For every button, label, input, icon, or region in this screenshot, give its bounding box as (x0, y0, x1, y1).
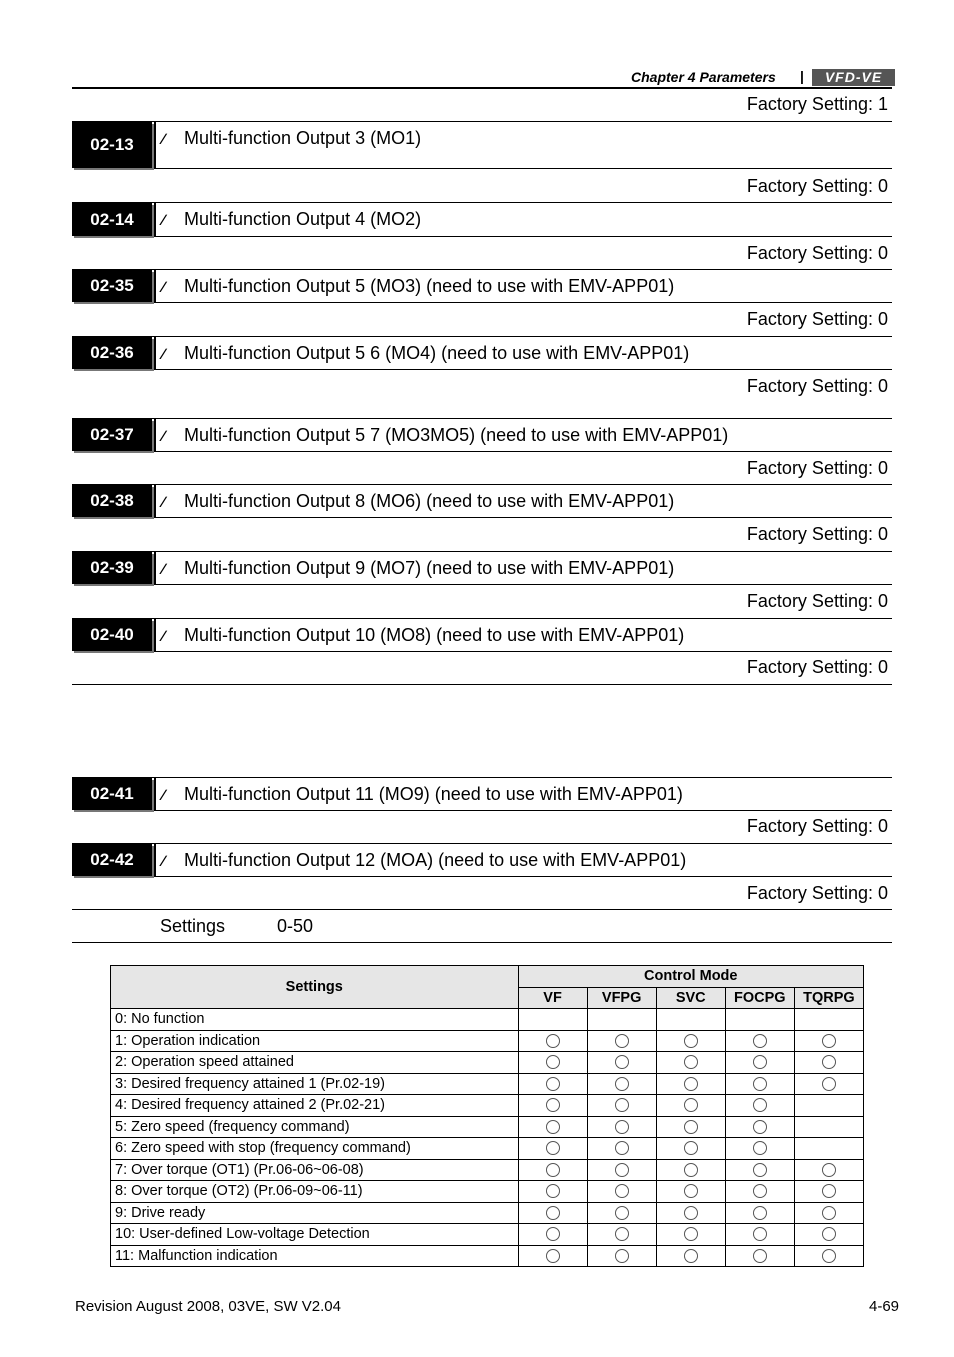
supported-circle-icon (615, 1055, 629, 1069)
mode-cell (518, 1181, 587, 1203)
supported-circle-icon (753, 1034, 767, 1048)
param-divider (154, 337, 156, 369)
supported-circle-icon (753, 1055, 767, 1069)
setting-label: 3: Desired frequency attained 1 (Pr.02-19) (111, 1073, 519, 1095)
supported-circle-icon (753, 1141, 767, 1155)
header-separator: | (800, 68, 804, 84)
param-code-badge: 02-13 (72, 122, 152, 168)
setting-label: 10: User-defined Low-voltage Detection (111, 1224, 519, 1246)
mode-cell (725, 1030, 794, 1052)
table-row (111, 1116, 864, 1138)
mode-cell (794, 1202, 863, 1224)
supported-circle-icon (684, 1227, 698, 1241)
param-divider (154, 619, 156, 651)
param-top-rule (72, 551, 892, 552)
param-divider (154, 485, 156, 517)
setting-label: 11: Malfunction indication (111, 1245, 519, 1267)
editable-param-icon: ∕ (162, 279, 165, 296)
param-title (162, 784, 683, 805)
param-divider (154, 844, 156, 876)
param-code-badge: 02-41 (72, 778, 152, 810)
footer-revision: Revision August 2008, 03VE, SW V2.04 (75, 1298, 341, 1315)
table-row (111, 1138, 864, 1160)
supported-circle-icon (546, 1206, 560, 1220)
mode-cell (794, 1116, 863, 1138)
supported-circle-icon (753, 1098, 767, 1112)
mode-cell (725, 1116, 794, 1138)
mode-cell (725, 1245, 794, 1267)
supported-circle-icon (615, 1184, 629, 1198)
factory-setting: Factory Setting: 0 (746, 243, 888, 263)
param-divider (154, 122, 156, 168)
param-top-rule (72, 843, 892, 844)
mode-cell (725, 1224, 794, 1246)
footer-page-number: 4-69 (869, 1298, 900, 1315)
param-mid-rule (154, 876, 892, 877)
supported-circle-icon (822, 1055, 836, 1069)
editable-param-icon: ∕ (162, 494, 165, 511)
param-divider (154, 203, 156, 236)
supported-circle-icon (684, 1098, 698, 1112)
supported-circle-icon (615, 1163, 629, 1177)
factory-setting: Factory Setting: 0 (746, 458, 888, 478)
supported-circle-icon (822, 1249, 836, 1263)
table-row (111, 1095, 864, 1117)
setting-label: 5: Zero speed (frequency command) (111, 1116, 519, 1138)
param-mid-rule (154, 584, 892, 585)
supported-circle-icon (822, 1077, 836, 1091)
mode-cell (794, 1073, 863, 1095)
editable-param-icon: ∕ (162, 346, 165, 363)
supported-circle-icon (822, 1163, 836, 1177)
supported-circle-icon (615, 1227, 629, 1241)
mode-cell (656, 1245, 725, 1267)
supported-circle-icon (615, 1120, 629, 1134)
param-mid-rule (154, 451, 892, 452)
mode-cell (587, 1073, 656, 1095)
param-top-rule (72, 618, 892, 619)
param-code-badge: 02-37 (72, 419, 152, 451)
supported-circle-icon (684, 1184, 698, 1198)
param-code-badge: 02-14 (72, 203, 152, 236)
setting-label: 7: Over torque (OT1) (Pr.06-06~06-08) (111, 1159, 519, 1181)
editable-param-icon: ∕ (162, 212, 165, 229)
param-top-rule (72, 336, 892, 337)
editable-param-icon: ∕ (162, 428, 165, 445)
supported-circle-icon (546, 1227, 560, 1241)
supported-circle-icon (684, 1206, 698, 1220)
supported-circle-icon (615, 1249, 629, 1263)
mode-cell (587, 1116, 656, 1138)
header-rule (72, 87, 892, 89)
param-divider (154, 419, 156, 451)
supported-circle-icon (546, 1163, 560, 1177)
setting-label: 2: Operation speed attained (111, 1052, 519, 1074)
param-title-text: Multi-function Output 5 (MO3) (need to use with EMV-APP01) (184, 276, 675, 296)
supported-circle-icon (684, 1120, 698, 1134)
editable-param-icon: ∕ (162, 628, 165, 645)
param-mid-rule (154, 651, 892, 652)
factory-setting: Factory Setting: 0 (746, 883, 888, 903)
factory-setting: Factory Setting: 0 (746, 524, 888, 544)
mode-cell (656, 1181, 725, 1203)
supported-circle-icon (615, 1206, 629, 1220)
param-title-text: Multi-function Output 5 7 (MO3MO5) (need to use with EMV-APP01) (184, 425, 729, 445)
table-row (111, 1073, 864, 1095)
supported-circle-icon (684, 1141, 698, 1155)
supported-circle-icon (546, 1034, 560, 1048)
param-code-badge: 02-39 (72, 552, 152, 584)
factory-setting: Factory Setting: 0 (746, 309, 888, 329)
factory-setting: Factory Setting: 0 (746, 376, 888, 396)
mode-header-focpg: FOCPG (725, 987, 794, 1009)
param-mid-rule (154, 236, 892, 237)
mode-cell (518, 1009, 587, 1031)
table-row (111, 1052, 864, 1074)
mode-cell (794, 1138, 863, 1160)
table-row (111, 1245, 864, 1267)
mode-cell (518, 1224, 587, 1246)
mode-cell (725, 1052, 794, 1074)
supported-circle-icon (753, 1184, 767, 1198)
param-title (162, 276, 674, 297)
mode-cell (518, 1095, 587, 1117)
param-title (162, 343, 689, 364)
settings-value: 0-50 (277, 916, 314, 936)
mode-cell (725, 1095, 794, 1117)
setting-label: 0: No function (111, 1009, 519, 1031)
mode-cell (794, 1009, 863, 1031)
param-code-badge: 02-40 (72, 619, 152, 651)
mode-cell (656, 1073, 725, 1095)
editable-param-icon: ∕ (162, 787, 165, 804)
supported-circle-icon (822, 1227, 836, 1241)
param-top-rule (72, 269, 892, 270)
table-row (111, 1030, 864, 1052)
supported-circle-icon (546, 1249, 560, 1263)
supported-circle-icon (753, 1077, 767, 1091)
param-title-text: Multi-function Output 3 (MO1) (184, 128, 422, 148)
mode-cell (794, 1030, 863, 1052)
supported-circle-icon (546, 1184, 560, 1198)
table-row (111, 1009, 864, 1031)
editable-param-icon: ∕ (162, 561, 165, 578)
table-row (111, 1202, 864, 1224)
mode-cell (794, 1159, 863, 1181)
param-title-text: Multi-function Output 10 (MO8) (need to use with EMV-APP01) (184, 625, 685, 645)
param-title-text: Multi-function Output 12 (MOA) (need to use with EMV-APP01) (184, 850, 687, 870)
settings-label: Settings (160, 916, 226, 936)
editable-param-icon: ∕ (162, 131, 165, 148)
supported-circle-icon (822, 1184, 836, 1198)
mode-cell (656, 1116, 725, 1138)
supported-circle-icon (615, 1077, 629, 1091)
param-top-rule (72, 121, 892, 122)
mode-cell (794, 1095, 863, 1117)
mode-cell (518, 1202, 587, 1224)
mode-cell (725, 1181, 794, 1203)
param-title-text: Multi-function Output 8 (MO6) (need to use with EMV-APP01) (184, 491, 675, 511)
setting-label: 4: Desired frequency attained 2 (Pr.02-21) (111, 1095, 519, 1117)
param-title (162, 850, 686, 871)
mode-cell (518, 1116, 587, 1138)
supported-circle-icon (684, 1055, 698, 1069)
setting-label: 9: Drive ready (111, 1202, 519, 1224)
supported-circle-icon (546, 1120, 560, 1134)
param-title (162, 558, 674, 579)
param-title (162, 425, 728, 446)
param-title (162, 625, 684, 646)
supported-circle-icon (546, 1077, 560, 1091)
supported-circle-icon (753, 1227, 767, 1241)
setting-label: 1: Operation indication (111, 1030, 519, 1052)
mode-cell (794, 1052, 863, 1074)
top-factory-setting: Factory Setting: 1 (746, 94, 888, 114)
mode-cell (656, 1138, 725, 1160)
mode-cell (725, 1073, 794, 1095)
mode-cell (587, 1245, 656, 1267)
param-code-badge: 02-35 (72, 270, 152, 302)
supported-circle-icon (753, 1120, 767, 1134)
param-bottom-rule (72, 684, 892, 685)
param-divider (154, 270, 156, 302)
mode-cell (518, 1073, 587, 1095)
mode-cell (518, 1030, 587, 1052)
mode-cell (518, 1159, 587, 1181)
param-title (162, 128, 421, 149)
mode-cell (587, 1202, 656, 1224)
supported-circle-icon (546, 1141, 560, 1155)
mode-cell (587, 1159, 656, 1181)
mode-cell (587, 1138, 656, 1160)
mode-cell (518, 1052, 587, 1074)
param-code-badge: 02-36 (72, 337, 152, 369)
mode-cell (587, 1052, 656, 1074)
mode-cell (656, 1202, 725, 1224)
setting-label: 8: Over torque (OT2) (Pr.06-09~06-11) (111, 1181, 519, 1203)
factory-setting: Factory Setting: 0 (746, 176, 888, 196)
supported-circle-icon (615, 1098, 629, 1112)
supported-circle-icon (684, 1034, 698, 1048)
mode-header-svc: SVC (656, 987, 725, 1009)
param-code-badge: 02-42 (72, 844, 152, 876)
table-row (111, 1224, 864, 1246)
param-title (162, 209, 421, 230)
control-mode-table (110, 965, 864, 1267)
vfd-ve-logo: VFD-VE (812, 69, 895, 86)
chapter-title: Chapter 4 Parameters (631, 69, 776, 85)
mode-cell (656, 1009, 725, 1031)
mode-cell (725, 1202, 794, 1224)
settings-rule (72, 942, 892, 943)
mode-cell (518, 1245, 587, 1267)
mode-cell (518, 1138, 587, 1160)
control-mode-header: Control Mode (518, 966, 863, 988)
mode-cell (656, 1159, 725, 1181)
param-title (162, 491, 674, 512)
param-top-rule (72, 202, 892, 203)
settings-column-header: Settings (111, 966, 519, 1009)
mode-cell (587, 1224, 656, 1246)
supported-circle-icon (546, 1098, 560, 1112)
param-mid-rule (154, 810, 892, 811)
supported-circle-icon (684, 1077, 698, 1091)
mode-cell (656, 1224, 725, 1246)
param-mid-rule (154, 168, 892, 169)
mode-cell (794, 1245, 863, 1267)
mode-cell (656, 1095, 725, 1117)
supported-circle-icon (753, 1163, 767, 1177)
param-divider (154, 552, 156, 584)
supported-circle-icon (753, 1249, 767, 1263)
param-title-text: Multi-function Output 11 (MO9) (need to use with EMV-APP01) (184, 784, 683, 804)
mode-cell (587, 1095, 656, 1117)
mode-header-tqrpg: TQRPG (794, 987, 863, 1009)
supported-circle-icon (822, 1034, 836, 1048)
mode-header-vf: VF (518, 987, 587, 1009)
mode-cell (794, 1181, 863, 1203)
param-top-rule (72, 777, 892, 778)
supported-circle-icon (822, 1206, 836, 1220)
supported-circle-icon (615, 1141, 629, 1155)
param-top-rule (72, 418, 892, 419)
mode-cell (725, 1138, 794, 1160)
param-title-text: Multi-function Output 9 (MO7) (need to use with EMV-APP01) (184, 558, 675, 578)
supported-circle-icon (615, 1034, 629, 1048)
supported-circle-icon (546, 1055, 560, 1069)
factory-setting: Factory Setting: 0 (746, 591, 888, 611)
mode-cell (794, 1224, 863, 1246)
param-title-text: Multi-function Output 5 6 (MO4) (need to use with EMV-APP01) (184, 343, 690, 363)
mode-cell (587, 1009, 656, 1031)
editable-param-icon: ∕ (162, 853, 165, 870)
mode-cell (587, 1030, 656, 1052)
mode-cell (725, 1009, 794, 1031)
param-top-rule (72, 484, 892, 485)
table-row (111, 1181, 864, 1203)
param-title-text: Multi-function Output 4 (MO2) (184, 209, 422, 229)
setting-label: 6: Zero speed with stop (frequency command) (111, 1138, 519, 1160)
supported-circle-icon (753, 1206, 767, 1220)
param-mid-rule (154, 369, 892, 370)
supported-circle-icon (684, 1163, 698, 1177)
factory-setting: Factory Setting: 0 (746, 657, 888, 677)
supported-circle-icon (684, 1249, 698, 1263)
param-code-badge: 02-38 (72, 485, 152, 517)
mode-cell (587, 1181, 656, 1203)
param-divider (154, 778, 156, 810)
param-bottom-rule (72, 909, 892, 910)
table-row (111, 1159, 864, 1181)
mode-header-vfpg: VFPG (587, 987, 656, 1009)
factory-setting: Factory Setting: 0 (746, 816, 888, 836)
param-mid-rule (154, 302, 892, 303)
mode-cell (656, 1030, 725, 1052)
mode-cell (725, 1159, 794, 1181)
param-mid-rule (154, 517, 892, 518)
mode-cell (656, 1052, 725, 1074)
